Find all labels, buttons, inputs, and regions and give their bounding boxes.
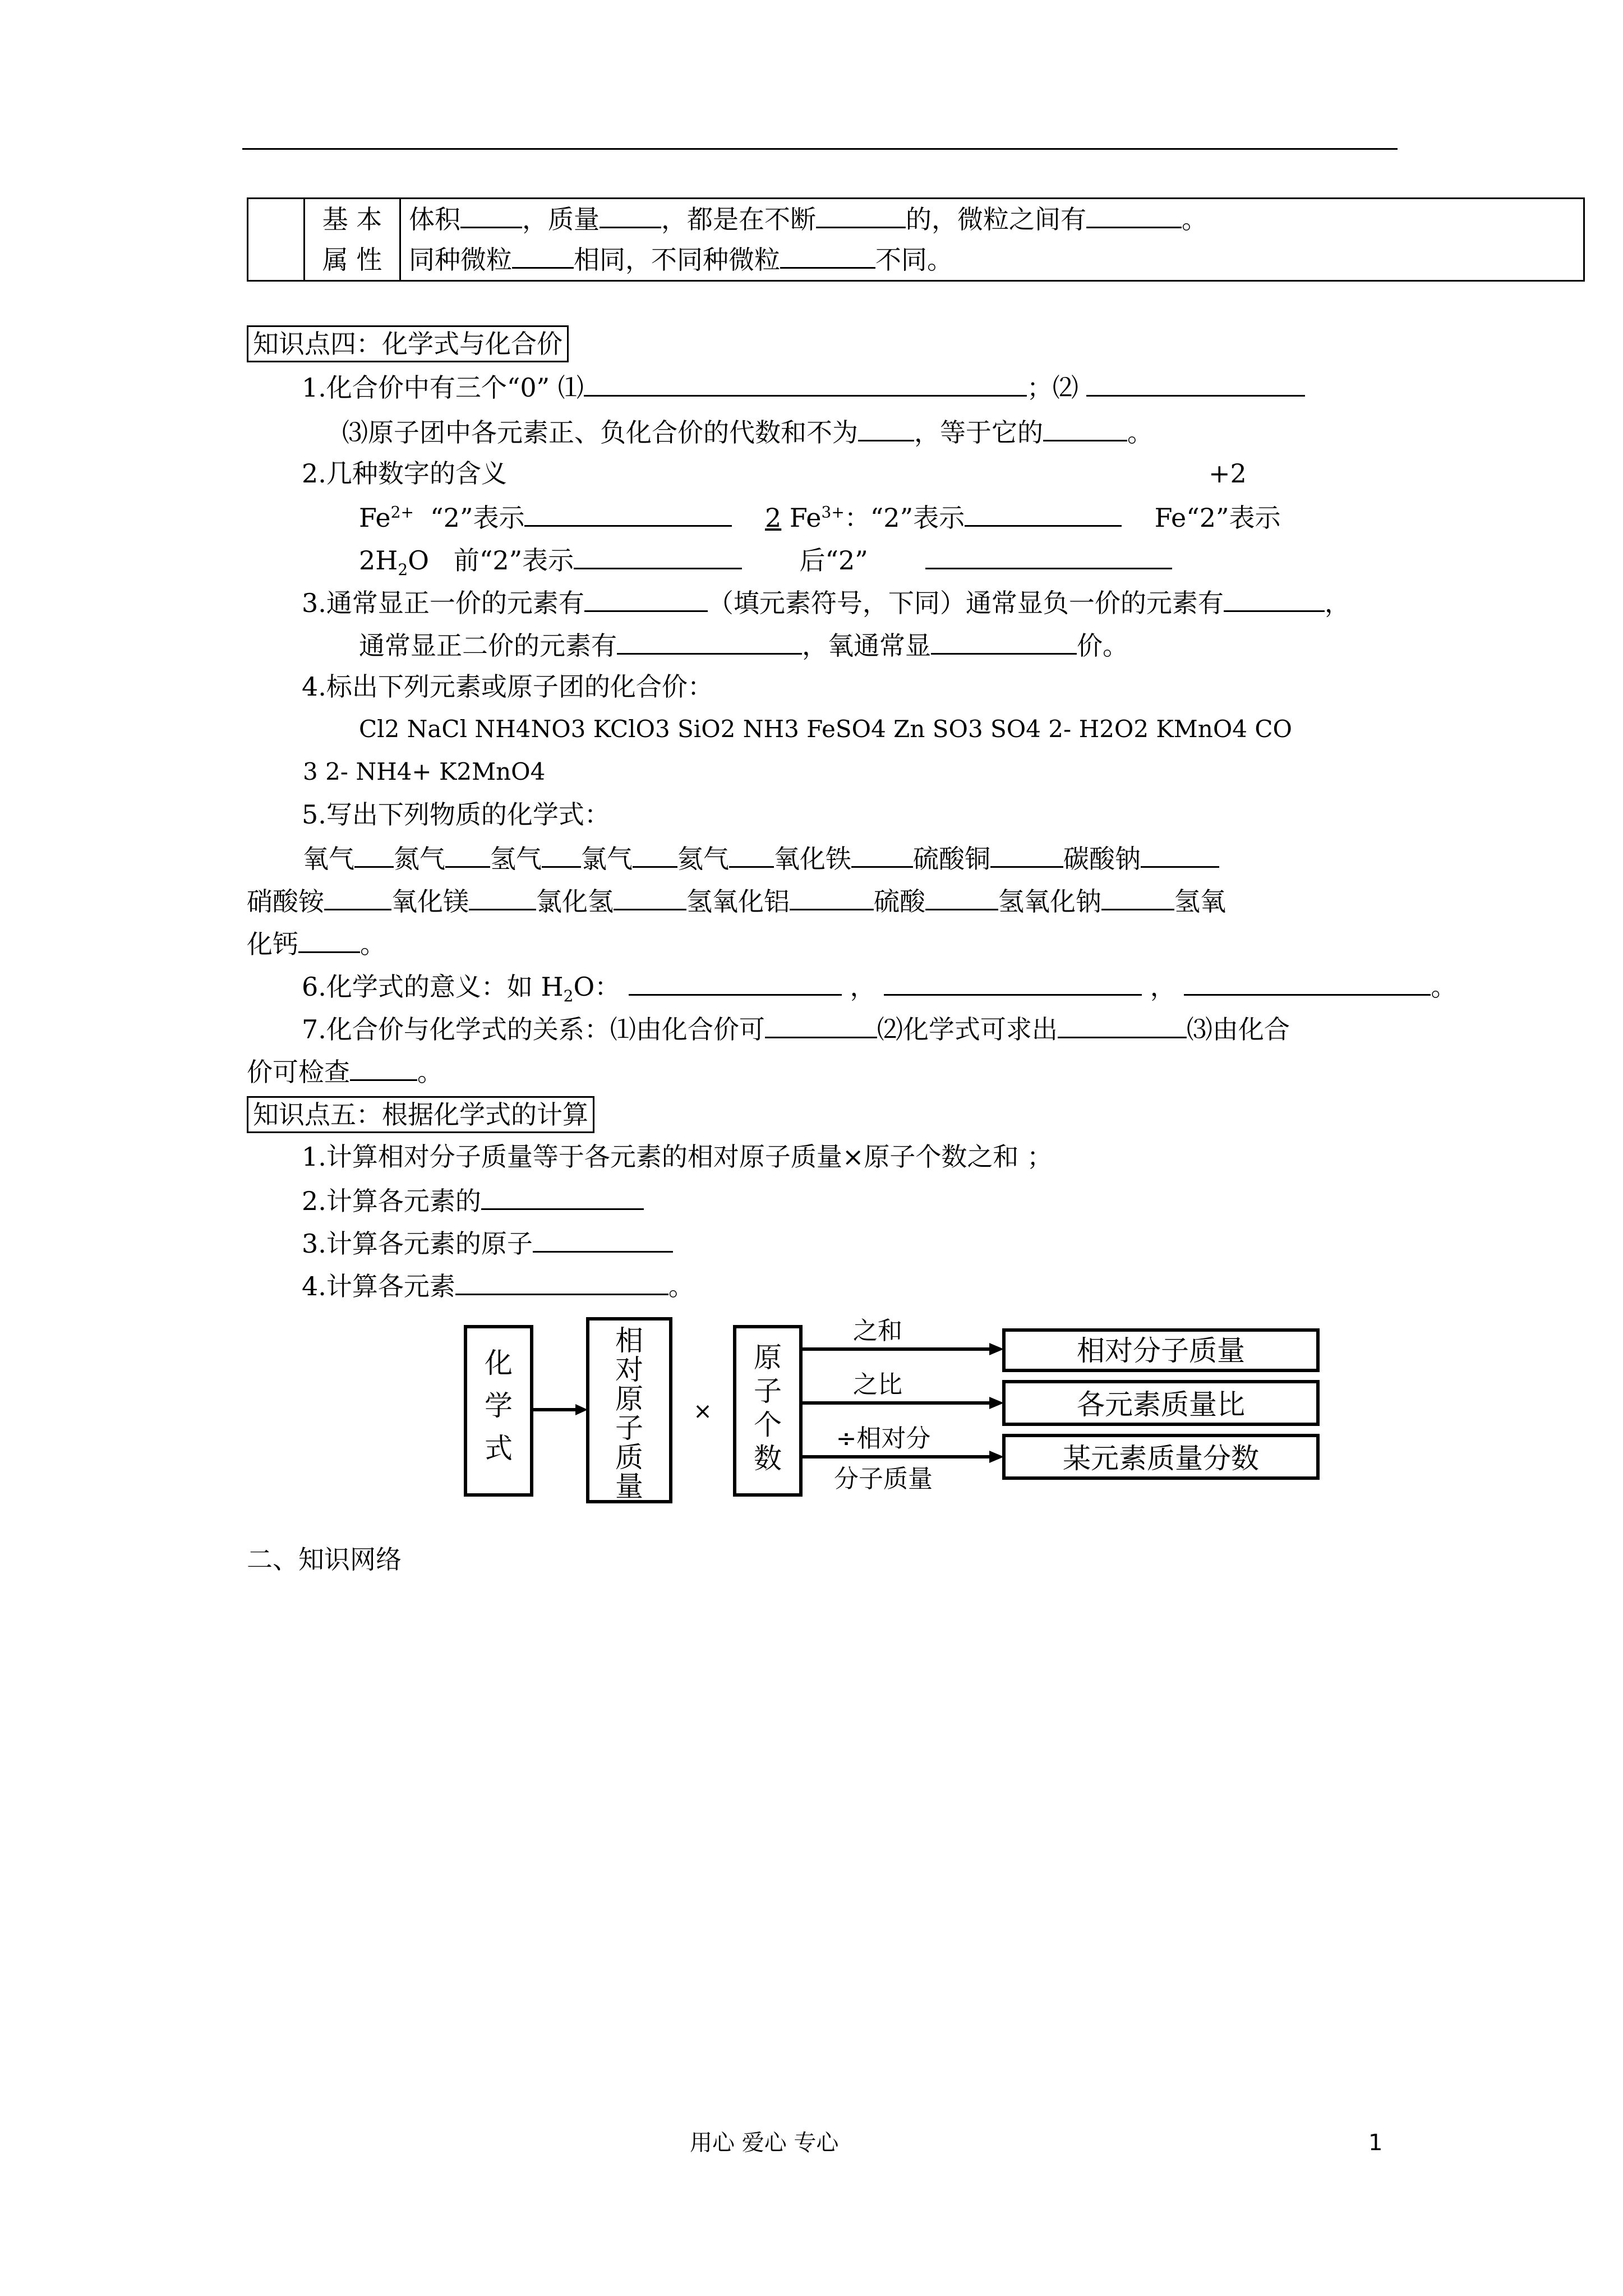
k4-title-text: 知识点四：化学式与化合价 — [247, 325, 569, 362]
row2-text: 同种微粒 — [409, 245, 512, 275]
blank[interactable] — [1043, 414, 1127, 441]
blank[interactable] — [1058, 1011, 1187, 1038]
k4-q1b-text2: ，等于它的 — [914, 417, 1043, 448]
box3-char: 个 — [754, 1409, 782, 1441]
blank[interactable] — [765, 1011, 877, 1038]
box2-char: 质 — [615, 1441, 643, 1474]
blank[interactable] — [617, 627, 802, 655]
k4-q4: 4.标出下列元素或原子团的化合价： — [302, 671, 713, 702]
substance: 碳酸钠 — [1063, 844, 1141, 874]
k4-q3 — [302, 585, 1350, 620]
substance: 氧化铁 — [774, 844, 851, 874]
box3-char: 数 — [754, 1442, 782, 1475]
k4-q2b — [359, 542, 1172, 577]
k4-q1-text: 1.化合价中有三个“0” ⑴ — [302, 372, 584, 403]
k5-q2 — [302, 1182, 644, 1218]
h2o-pre: 2H — [359, 545, 398, 576]
k4-q2: 2.几种数字的含义 — [302, 458, 507, 489]
blank[interactable] — [780, 241, 875, 269]
substance: 氢氧化钠 — [998, 886, 1101, 917]
k5-q4 — [302, 1268, 694, 1303]
k5-q2-text: 2.计算各元素的 — [302, 1186, 481, 1216]
valence-plus2: +2 — [1209, 458, 1247, 489]
row1-text: ，都是在不断 — [661, 204, 816, 234]
blank[interactable] — [600, 201, 661, 228]
blank[interactable] — [1086, 369, 1305, 397]
label-div2: 分子质量 — [834, 1465, 933, 1493]
k5-q3-text: 3.计算各元素的原子 — [302, 1228, 533, 1259]
table-blank-cell — [248, 199, 305, 281]
comma: ， — [850, 972, 876, 1002]
blank[interactable] — [574, 542, 742, 569]
times-sign: × — [693, 1398, 712, 1424]
blank[interactable] — [633, 840, 677, 868]
k4-q7-text2: ⑵化学式可求出 — [877, 1014, 1058, 1045]
table-label-line1: 基 本 — [322, 204, 382, 234]
fe-sup: 2+ — [390, 503, 414, 522]
comma: ， — [1150, 972, 1176, 1002]
out1-text: 相对分子质量 — [1077, 1335, 1245, 1367]
k4-q4-list2: 3 2- NH4+ K2MnO4 — [303, 758, 546, 785]
h2o-post: O — [408, 545, 429, 576]
k4-title — [247, 325, 569, 362]
front-two-text: 前“2”表示 — [453, 545, 574, 576]
box1-char: 式 — [485, 1432, 513, 1465]
k4-q7-text3: ⑶由化合 — [1186, 1014, 1290, 1045]
blank[interactable] — [524, 499, 732, 527]
h2o-sub: 2 — [563, 987, 574, 1006]
period: 。 — [417, 1057, 443, 1087]
table-label-line2: 属 性 — [322, 245, 382, 275]
blank[interactable] — [584, 585, 708, 612]
blank[interactable] — [1224, 585, 1325, 612]
k4-q5-line3 — [247, 926, 386, 961]
coef-two: 2 — [764, 503, 782, 533]
blank[interactable] — [542, 840, 581, 868]
substance: 氢氧化铝 — [686, 886, 790, 917]
k4-q5-line2 — [247, 883, 1226, 918]
label-ratio: 之比 — [853, 1370, 902, 1399]
blank[interactable] — [1184, 968, 1431, 996]
substance: 氧气 — [303, 844, 354, 874]
fe3-text: Fe — [789, 503, 822, 533]
k4-q1b — [342, 414, 1153, 449]
box2-char: 原 — [615, 1383, 643, 1415]
blank[interactable] — [445, 840, 490, 868]
fe2-text: Fe“2”表示 — [1154, 503, 1281, 533]
substance: 硫酸 — [874, 886, 925, 917]
k5-title-text: 知识点五：根据化学式的计算 — [247, 1096, 594, 1133]
substance: 氮气 — [394, 844, 445, 874]
blank[interactable] — [614, 883, 686, 910]
row1-text: ，质量 — [522, 204, 600, 234]
blank[interactable] — [481, 1182, 644, 1210]
arrowhead-sum — [989, 1343, 1004, 1355]
k4-q1b-text: ⑶原子团中各元素正、负化合价的代数和不为 — [342, 417, 858, 448]
period: 。 — [668, 1271, 694, 1301]
k4-q3-text3: ， — [1324, 588, 1350, 618]
blank[interactable] — [990, 840, 1063, 868]
substance: 氯化氢 — [536, 886, 614, 917]
box2-char: 量 — [615, 1470, 643, 1503]
blank[interactable] — [816, 201, 906, 228]
box3-char: 原 — [754, 1341, 782, 1374]
blank[interactable] — [469, 883, 536, 910]
arrowhead-ratio — [989, 1397, 1004, 1409]
k4-q3-text: 3.通常显正一价的元素有 — [302, 588, 584, 618]
blank[interactable] — [512, 241, 574, 269]
row1-text: 的，微粒之间有 — [906, 204, 1086, 234]
k4-q3b-text2: ，氧通常显 — [802, 631, 931, 661]
k5-title — [247, 1096, 594, 1133]
k4-q5-line1 — [303, 840, 1219, 876]
k5-q3 — [302, 1225, 673, 1260]
blank[interactable] — [350, 1053, 417, 1081]
k4-q1-text2: ；⑵ — [1026, 372, 1078, 403]
row2-text: 不同。 — [875, 245, 953, 275]
box2-char: 子 — [615, 1412, 643, 1444]
k5-q1: 1.计算相对分子质量等于各元素的相对原子质量×原子个数之和 ； — [302, 1142, 1053, 1172]
label-div1: ÷相对分 — [836, 1424, 931, 1453]
k4-q7 — [302, 1011, 1290, 1046]
blank[interactable] — [455, 1268, 668, 1295]
blank[interactable] — [884, 968, 1142, 996]
k4-q7b — [247, 1053, 443, 1089]
blank[interactable] — [925, 883, 998, 910]
fe-text: Fe — [359, 503, 391, 533]
out2-text: 各元素质量比 — [1077, 1388, 1245, 1421]
blank[interactable] — [354, 840, 394, 868]
box2-char: 对 — [615, 1354, 643, 1386]
calculation-flow-diagram — [460, 1315, 1335, 1506]
row1-text: 。 — [1182, 204, 1207, 234]
blank[interactable] — [533, 1225, 673, 1253]
blank[interactable] — [460, 201, 522, 228]
substance: 氯气 — [581, 844, 633, 874]
box1-char: 化 — [485, 1347, 513, 1379]
table-row1 — [400, 199, 1584, 240]
section-2-heading: 二、知识网络 — [247, 1544, 402, 1575]
substance: 氢气 — [490, 844, 542, 874]
row1-text: 体积 — [409, 204, 460, 234]
meaning-text2: ：“2”表示 — [844, 503, 965, 533]
out3-text: 某元素质量分数 — [1063, 1442, 1259, 1475]
substance: 化钙 — [247, 929, 298, 959]
table-row2 — [400, 240, 1584, 281]
blank[interactable] — [1086, 201, 1182, 228]
k4-q7-text: 7.化合价与化学式的关系：⑴由化合价可 — [302, 1014, 765, 1045]
back-two-text: 后“2” — [799, 545, 868, 576]
k4-q6 — [302, 968, 1456, 1004]
k4-q6-text: 6.化学式的意义：如 H — [302, 972, 564, 1002]
h2o-sub: 2 — [398, 560, 408, 579]
substance: 氢氧 — [1174, 886, 1226, 917]
box1-char: 学 — [485, 1389, 513, 1422]
footer-motto: 用心 爱心 专心 — [690, 2130, 839, 2156]
box2-char: 相 — [615, 1324, 643, 1357]
blank[interactable] — [298, 926, 360, 953]
k5-q4-text: 4.计算各元素 — [302, 1271, 455, 1301]
blank[interactable] — [858, 414, 914, 441]
meaning-text: “2”表示 — [430, 503, 525, 533]
blank[interactable] — [324, 883, 391, 910]
row2-text: 相同，不同种微粒 — [574, 245, 780, 275]
page-number: 1 — [1368, 2130, 1383, 2156]
k4-q1b-text3: 。 — [1127, 417, 1153, 448]
blank[interactable] — [851, 840, 913, 868]
blank[interactable] — [965, 499, 1122, 527]
k4-q3b-text: 通常显正二价的元素有 — [359, 631, 617, 661]
blank[interactable] — [925, 542, 1172, 569]
header-rule — [242, 148, 1398, 150]
fe3-sup: 3+ — [821, 503, 845, 522]
k4-q2a — [359, 499, 1281, 535]
label-sum: 之和 — [853, 1317, 902, 1345]
blank[interactable] — [729, 840, 774, 868]
substance: 氧化镁 — [391, 886, 469, 917]
k4-q6-text2: O： — [573, 972, 621, 1002]
properties-table — [247, 197, 1585, 282]
period: 。 — [360, 929, 386, 959]
arrowhead-div — [989, 1451, 1004, 1463]
blank[interactable] — [931, 627, 1077, 655]
k4-q3b — [359, 627, 1128, 662]
blank[interactable] — [584, 369, 1027, 397]
substance: 氦气 — [677, 844, 729, 874]
substance: 硫酸铜 — [913, 844, 990, 874]
k4-q5: 5.写出下列物质的化学式： — [302, 799, 610, 830]
k4-q4-list: Cl2 NaCl NH4NO3 KClO3 SiO2 NH3 FeSO4 Zn SO3 SO4 2- H2O2 KMnO4 CO — [359, 715, 1292, 743]
blank[interactable] — [629, 968, 842, 996]
k4-q7b-text: 价可检查 — [247, 1057, 350, 1087]
blank[interactable] — [790, 883, 874, 910]
k4-q3-text2: （填元素符号，下同）通常显负一价的元素有 — [707, 588, 1224, 618]
box3-char: 子 — [754, 1375, 782, 1407]
blank[interactable] — [1101, 883, 1174, 910]
period: 。 — [1431, 972, 1457, 1002]
k4-q1 — [302, 369, 1305, 404]
table-label-cell — [305, 199, 400, 281]
blank[interactable] — [1141, 840, 1219, 868]
substance: 硝酸铵 — [247, 886, 324, 917]
arrowhead-1 — [575, 1404, 588, 1415]
k4-q3b-text3: 价。 — [1077, 631, 1128, 661]
